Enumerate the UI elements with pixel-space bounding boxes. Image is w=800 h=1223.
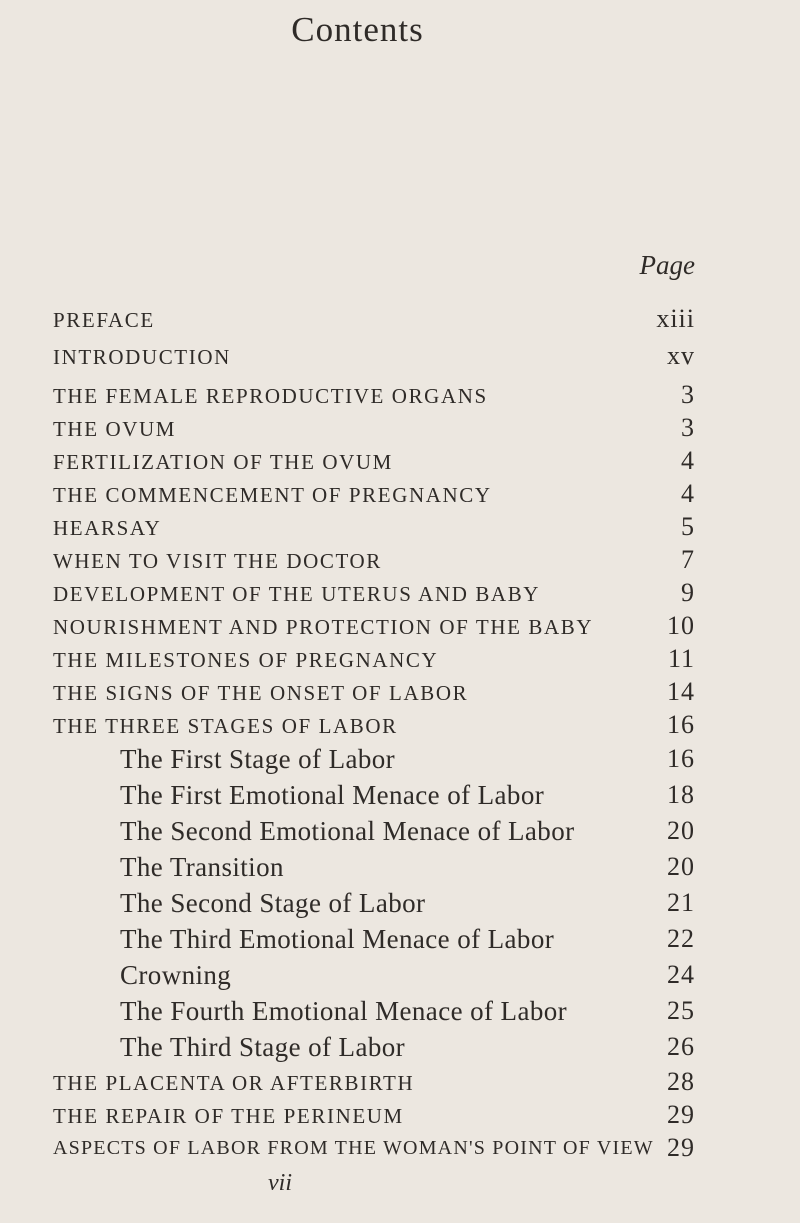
toc-entry-label: Crowning [120, 960, 232, 990]
toc-entry-label: WHEN TO VISIT THE DOCTOR [53, 549, 382, 573]
page-folio: vii [268, 1170, 292, 1196]
toc-page-number: 21 [667, 888, 695, 917]
toc-page-number: 28 [667, 1067, 695, 1096]
toc-subentry-third-stage [0, 1032, 800, 1062]
toc-page-number: 16 [667, 710, 695, 739]
toc-entry-label: PREFACE [53, 308, 155, 332]
toc-entry-label: The First Stage of Labor [120, 744, 396, 774]
toc-entry-label: NOURISHMENT AND PROTECTION OF THE BABY [53, 615, 594, 639]
toc-entry-placenta [0, 1067, 800, 1097]
toc-page-number: 4 [681, 479, 695, 508]
toc-page-number: 11 [667, 644, 695, 673]
toc-page-number: xv [667, 341, 695, 370]
toc-page-number: 29 [667, 1133, 695, 1162]
toc-subentry-second-stage [0, 888, 800, 918]
toc-entry-label: ASPECTS OF LABOR FROM THE WOMAN'S POINT OF VIEW [53, 1137, 654, 1159]
toc-entry-three-stages [0, 710, 800, 740]
page-title: Contents [291, 10, 424, 49]
toc-entry-label: THE THREE STAGES OF LABOR [53, 714, 398, 738]
toc-entry-label: The First Emotional Menace of Labor [120, 780, 545, 810]
toc-entry-label: The Second Emotional Menace of Labor [120, 816, 575, 846]
toc-page-number: 5 [681, 512, 695, 541]
toc-subentry-second-menace [0, 816, 800, 846]
toc-entry-perineum [0, 1100, 800, 1130]
toc-entry-ovum [0, 413, 800, 443]
toc-entry-label: THE COMMENCEMENT OF PREGNANCY [53, 483, 492, 507]
toc-page-number: 22 [667, 924, 695, 953]
toc-entry-label: THE OVUM [53, 417, 177, 441]
toc-entry-label: The Second Stage of Labor [120, 888, 426, 918]
toc-page-number: 9 [681, 578, 695, 607]
toc-page-number: 10 [667, 611, 695, 640]
toc-page-number: xiii [656, 304, 695, 333]
toc-subentry-transition [0, 852, 800, 882]
toc-subentry-first-menace [0, 780, 800, 810]
toc-entry-label: The Third Stage of Labor [120, 1032, 406, 1062]
toc-entry-label: THE REPAIR OF THE PERINEUM [53, 1104, 404, 1128]
toc-entry-label: FERTILIZATION OF THE OVUM [53, 450, 393, 474]
toc-entry-label: The Transition [120, 852, 284, 882]
toc-entry-introduction [0, 341, 800, 371]
toc-entry-label: INTRODUCTION [53, 345, 231, 369]
toc-entry-label: THE MILESTONES OF PREGNANCY [53, 648, 439, 672]
toc-page-number: 7 [681, 545, 695, 574]
toc-page-number: 18 [667, 780, 695, 809]
toc-entry-reproductive-organs [0, 380, 800, 410]
toc-subentry-first-stage [0, 744, 800, 774]
toc-entry-visit-doctor [0, 545, 800, 575]
page-column-label: Page [639, 250, 695, 280]
toc-page-number: 14 [667, 677, 695, 706]
toc-entry-label: DEVELOPMENT OF THE UTERUS AND BABY [53, 582, 541, 606]
toc-page-number: 3 [681, 413, 695, 442]
toc-page-number: 20 [667, 852, 695, 881]
toc-entry-preface [0, 304, 800, 334]
toc-entry-label: THE SIGNS OF THE ONSET OF LABOR [53, 681, 469, 705]
toc-page-number: 3 [681, 380, 695, 409]
toc-page-number: 26 [667, 1032, 695, 1061]
toc-page-number: 29 [667, 1100, 695, 1129]
toc-subentry-crowning [0, 960, 800, 990]
toc-page-number: 24 [667, 960, 695, 989]
toc-page-number: 25 [667, 996, 695, 1025]
toc-entry-label: The Third Emotional Menace of Labor [120, 924, 555, 954]
toc-entry-commencement [0, 479, 800, 509]
toc-entry-label: The Fourth Emotional Menace of Labor [120, 996, 568, 1026]
toc-page-number: 20 [667, 816, 695, 845]
toc-entry-label: HEARSAY [53, 516, 162, 540]
toc-entry-label: THE PLACENTA OR AFTERBIRTH [53, 1071, 415, 1095]
toc-subentry-fourth-menace [0, 996, 800, 1026]
toc-page-number: 16 [667, 744, 695, 773]
toc-entry-milestones [0, 644, 800, 674]
toc-entry-onset-signs [0, 677, 800, 707]
toc-entry-label: THE FEMALE REPRODUCTIVE ORGANS [53, 384, 488, 408]
toc-entry-development [0, 578, 800, 608]
toc-entry-aspects [0, 1133, 800, 1163]
toc-entry-nourishment [0, 611, 800, 641]
toc-page-number: 4 [681, 446, 695, 475]
toc-subentry-third-menace [0, 924, 800, 954]
toc-entry-fertilization [0, 446, 800, 476]
toc-entry-hearsay [0, 512, 800, 542]
